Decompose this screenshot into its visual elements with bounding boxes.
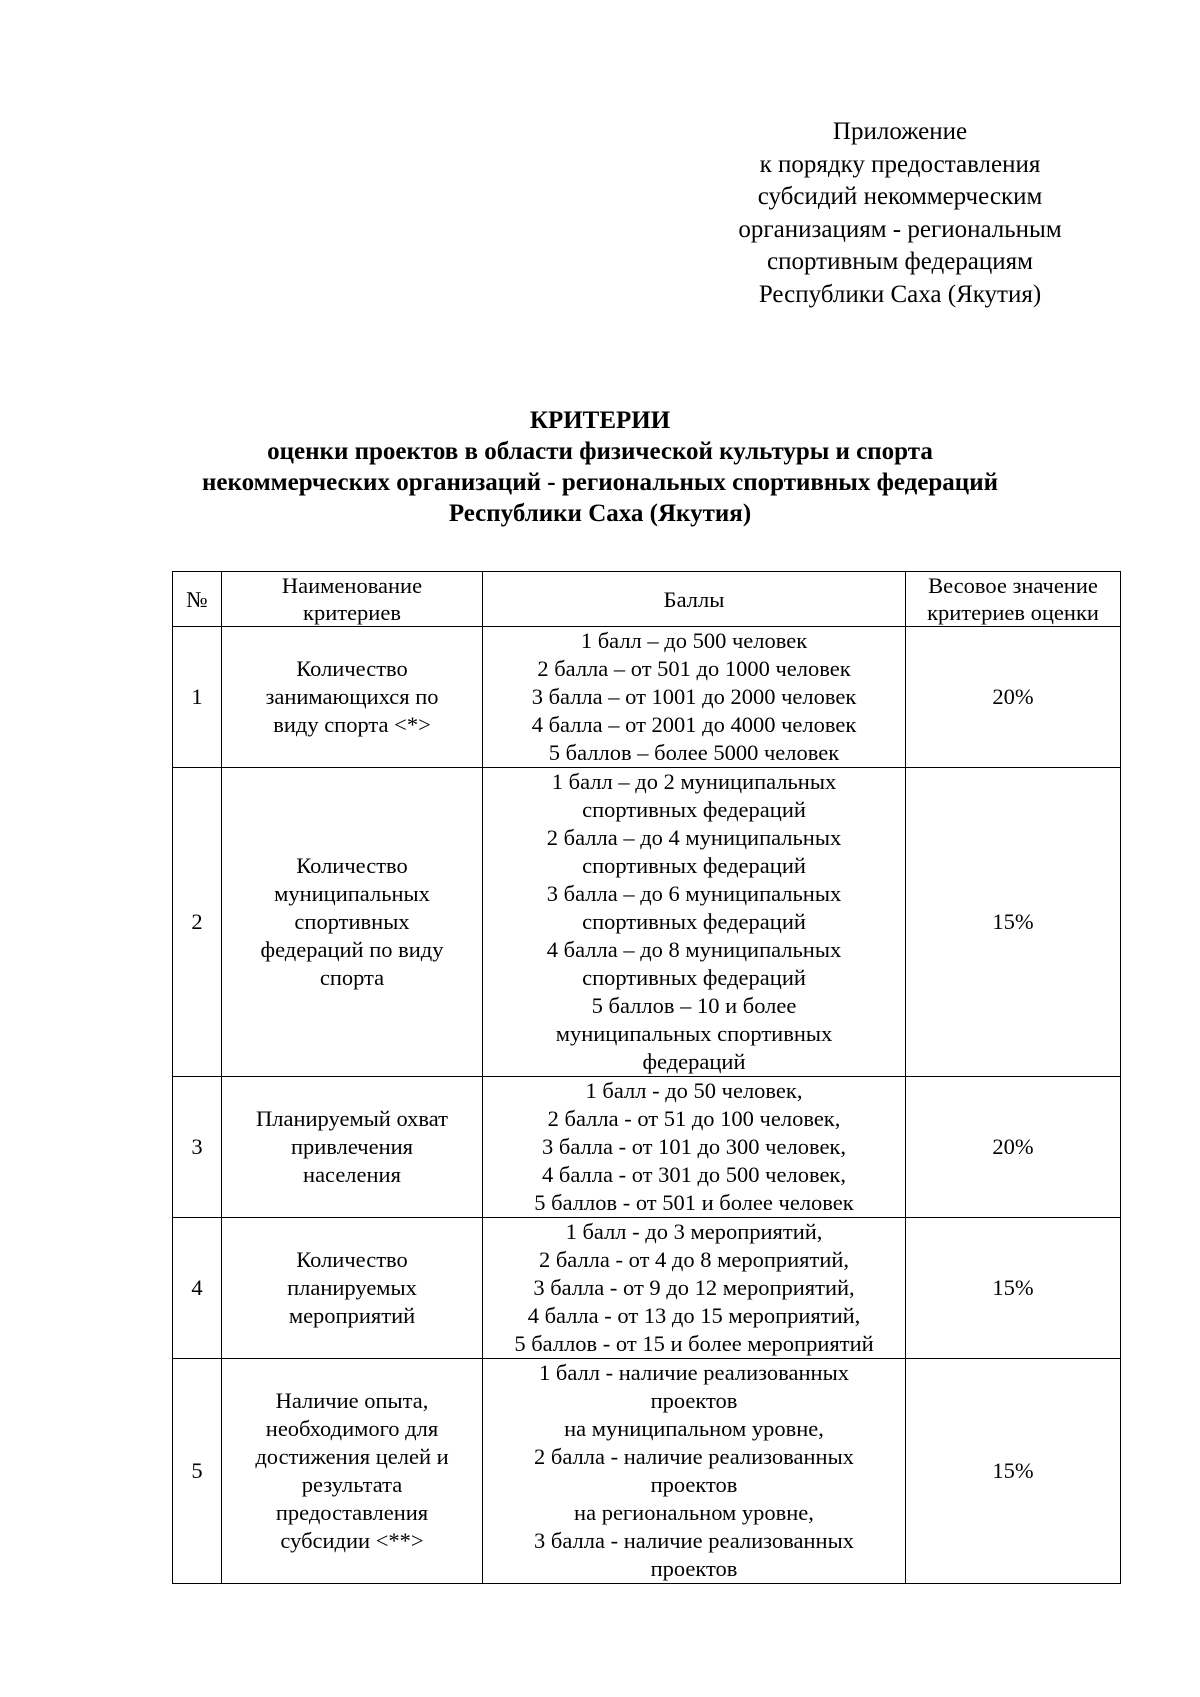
appendix-line: организациям - региональным — [738, 215, 1062, 243]
row-number: 4 — [173, 1218, 222, 1359]
points-line: 1 балл - наличие реализованных — [539, 1360, 849, 1385]
points-line: федераций — [642, 1049, 746, 1074]
row-criterion-name — [222, 1359, 483, 1584]
header-name — [222, 572, 483, 627]
header-weight-line: Весовое значение — [928, 573, 1098, 598]
points-line: 2 балла – от 501 до 1000 человек — [537, 656, 851, 681]
row-number: 1 — [173, 627, 222, 768]
criterion-name-line: спорта — [319, 965, 385, 990]
row-number: 5 — [173, 1359, 222, 1584]
points-line: муниципальных спортивных — [555, 1021, 833, 1046]
points-line: 3 балла - наличие реализованных — [534, 1528, 854, 1553]
header-points: Баллы — [483, 572, 906, 627]
points-line: 5 баллов – 10 и более — [591, 993, 797, 1018]
criteria-table — [172, 571, 1121, 1584]
criterion-name-line: предоставления — [275, 1500, 429, 1525]
heading-subtitle-line: Республики Саха (Якутия) — [448, 500, 752, 527]
points-line: 1 балл - до 50 человек, — [585, 1078, 803, 1103]
criterion-name-line: занимающихся по — [265, 684, 439, 709]
points-line: 3 балла - от 9 до 12 мероприятий, — [533, 1275, 855, 1300]
points-line: 3 балла – до 6 муниципальных — [546, 881, 842, 906]
criterion-name-line: результата — [301, 1472, 403, 1497]
header-number: № — [173, 572, 222, 627]
row-points — [483, 1077, 906, 1218]
row-number: 3 — [173, 1077, 222, 1218]
criterion-name-line: Количество — [296, 656, 408, 681]
row-weight: 20% — [906, 627, 1121, 768]
points-line: 4 балла - от 13 до 15 мероприятий, — [527, 1303, 861, 1328]
criterion-name-line: Наличие опыта, — [275, 1388, 429, 1413]
row-weight: 20% — [906, 1077, 1121, 1218]
points-line: 2 балла - от 51 до 100 человек, — [547, 1106, 841, 1131]
row-criterion-name — [222, 1218, 483, 1359]
appendix-line: спортивным федерациям — [767, 248, 1033, 275]
appendix-line: к порядку предоставления — [759, 150, 1041, 178]
points-line: на региональном уровне, — [574, 1500, 814, 1525]
points-line: 4 балла - от 301 до 500 человек, — [542, 1162, 846, 1187]
header-name-line: Наименование — [281, 573, 423, 598]
criterion-name-line: федераций по виду — [260, 937, 444, 962]
points-line: спортивных федераций — [582, 797, 806, 822]
points-line: 5 баллов - от 501 и более человек — [534, 1190, 854, 1215]
points-line: 2 балла - от 4 до 8 мероприятий, — [538, 1247, 850, 1272]
criterion-name-line: планируемых — [287, 1275, 417, 1300]
table-row — [173, 1218, 1121, 1359]
row-criterion-name — [222, 768, 483, 1077]
header-weight-line: критериев оценки — [927, 600, 1099, 625]
appendix-line: Республики Саха (Якутия) — [758, 280, 1042, 308]
table-header-row — [173, 572, 1121, 627]
points-line: проектов — [650, 1388, 738, 1413]
criterion-name-line: муниципальных — [274, 881, 430, 906]
points-line: 3 балла – от 1001 до 2000 человек — [531, 684, 857, 709]
points-line: на муниципальном уровне, — [564, 1416, 824, 1441]
table-row — [173, 1359, 1121, 1584]
points-line: проектов — [650, 1556, 738, 1581]
criterion-name-line: Количество — [296, 1247, 408, 1272]
criterion-name-line: виду спорта <*> — [273, 712, 431, 737]
table-row — [173, 768, 1121, 1077]
appendix-block — [700, 116, 1100, 311]
points-line: проектов — [650, 1472, 738, 1497]
points-line: 4 балла – от 2001 до 4000 человек — [531, 712, 857, 737]
row-points — [483, 768, 906, 1077]
points-line: 5 баллов – более 5000 человек — [548, 740, 840, 765]
criterion-name-line: привлечения — [290, 1134, 414, 1159]
points-line: 1 балл – до 500 человек — [580, 628, 808, 653]
points-line: спортивных федераций — [582, 909, 806, 934]
criterion-name-line: Планируемый охват — [256, 1106, 448, 1131]
row-criterion-name — [222, 1077, 483, 1218]
table-row — [173, 1077, 1121, 1218]
appendix-line: Приложение — [832, 118, 968, 145]
criterion-name-line: спортивных — [294, 909, 410, 934]
heading-subtitle-line: оценки проектов в области физической культуры и спорта — [267, 438, 933, 465]
row-weight: 15% — [906, 1218, 1121, 1359]
points-line: 5 баллов - от 15 и более мероприятий — [514, 1331, 874, 1356]
points-line: 4 балла – до 8 муниципальных — [546, 937, 842, 962]
table-row — [173, 627, 1121, 768]
heading-title: КРИТЕРИИ — [529, 407, 671, 434]
criterion-name-line: необходимого для — [265, 1416, 439, 1441]
criterion-name-line: населения — [303, 1162, 401, 1187]
row-points — [483, 1218, 906, 1359]
points-line: спортивных федераций — [582, 965, 806, 990]
criterion-name-line: субсидии <**> — [280, 1528, 424, 1553]
row-weight: 15% — [906, 768, 1121, 1077]
points-line: 2 балла - наличие реализованных — [534, 1444, 854, 1469]
points-line: 1 балл – до 2 муниципальных — [551, 769, 837, 794]
table-body — [173, 627, 1121, 1584]
header-name-line: критериев — [303, 600, 401, 625]
row-number: 2 — [173, 768, 222, 1077]
points-line: спортивных федераций — [582, 853, 806, 878]
criterion-name-line: Количество — [296, 853, 408, 878]
criterion-name-line: мероприятий — [288, 1303, 416, 1328]
document-heading — [150, 405, 1050, 529]
header-weight — [906, 572, 1121, 627]
row-criterion-name — [222, 627, 483, 768]
points-line: 1 балл - до 3 мероприятий, — [565, 1219, 823, 1244]
row-weight: 15% — [906, 1359, 1121, 1584]
appendix-line: субсидий некоммерческим — [757, 183, 1043, 210]
row-points — [483, 1359, 906, 1584]
heading-subtitle-line: некоммерческих организаций - региональных спортивных федераций — [202, 469, 998, 496]
points-line: 3 балла - от 101 до 300 человек, — [542, 1134, 846, 1159]
criterion-name-line: достижения целей и — [255, 1444, 449, 1469]
points-line: 2 балла – до 4 муниципальных — [546, 825, 842, 850]
row-points — [483, 627, 906, 768]
